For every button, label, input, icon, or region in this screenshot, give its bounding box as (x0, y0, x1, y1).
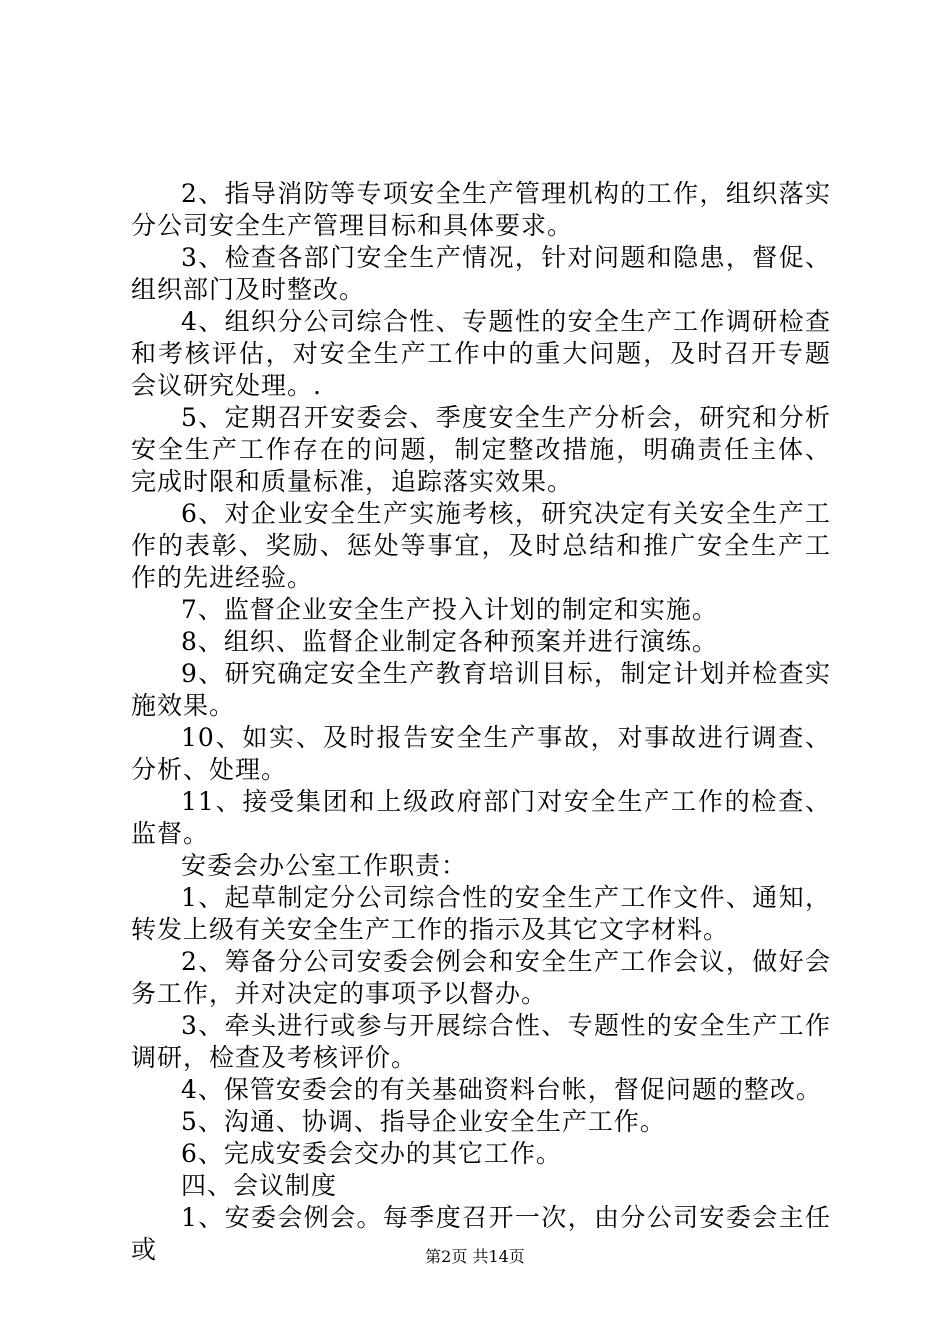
paragraph: 2、筹备分公司安委会例会和安全生产工作会议，做好会务工作，并对决定的事项予以督办。 (131, 947, 831, 1008)
paragraph: 11、接受集团和上级政府部门对安全生产工作的检查、监督。 (131, 787, 831, 848)
paragraph: 9、研究确定安全生产教育培训目标，制定计划并检查实施效果。 (131, 659, 831, 720)
paragraph: 5、定期召开安委会、季度安全生产分析会，研究和分析安全生产工作存在的问题，制定整改措施，明确责任主体、完成时限和质量标准，追踪落实效果。 (131, 403, 831, 496)
page-number-footer: 第2页 共14页 (425, 1247, 525, 1266)
paragraph: 4、保管安委会的有关基础资料台帐，督促问题的整改。 (181, 1075, 822, 1104)
paragraph: 1、安委会例会。每季度召开一次，由分公司安委会主任或 (131, 1203, 831, 1264)
document-body (131, 178, 831, 1266)
paragraph: 8、组织、监督企业制定各种预案并进行演练。 (181, 627, 718, 656)
paragraph: 5、沟通、协调、指导企业安全生产工作。 (181, 1107, 666, 1136)
paragraph: 1、起草制定分公司综合性的安全生产工作文件、通知，转发上级有关安全生产工作的指示及其它文字材料。 (131, 883, 831, 944)
paragraph: 3、牵头进行或参与开展综合性、专题性的安全生产工作调研，检查及考核评价。 (131, 1011, 831, 1072)
paragraph: 2、指导消防等专项安全生产管理机构的工作，组织落实分公司安全生产管理目标和具体要求。 (131, 179, 831, 240)
paragraph: 3、检查各部门安全生产情况，针对问题和隐患，督促、组织部门及时整改。 (131, 243, 831, 304)
paragraph: 6、对企业安全生产实施考核，研究决定有关安全生产工作的表彰、奖励、惩处等事宜，及时总结和推广安全生产工作的先进经验。 (131, 499, 831, 592)
paragraph: 6、完成安委会交办的其它工作。 (181, 1139, 562, 1168)
paragraph: 4、组织分公司综合性、专题性的安全生产工作调研检查和考核评估，对安全生产工作中的重大问题，及时召开专题会议研究处理。. (131, 307, 831, 400)
paragraph: 10、如实、及时报告安全生产事故，对事故进行调查、分析、处理。 (131, 723, 831, 784)
section-heading: 安委会办公室工作职责： (181, 851, 468, 880)
section-heading: 四、会议制度 (181, 1171, 338, 1200)
paragraph: 7、监督企业安全生产投入计划的制定和实施。 (181, 595, 718, 624)
